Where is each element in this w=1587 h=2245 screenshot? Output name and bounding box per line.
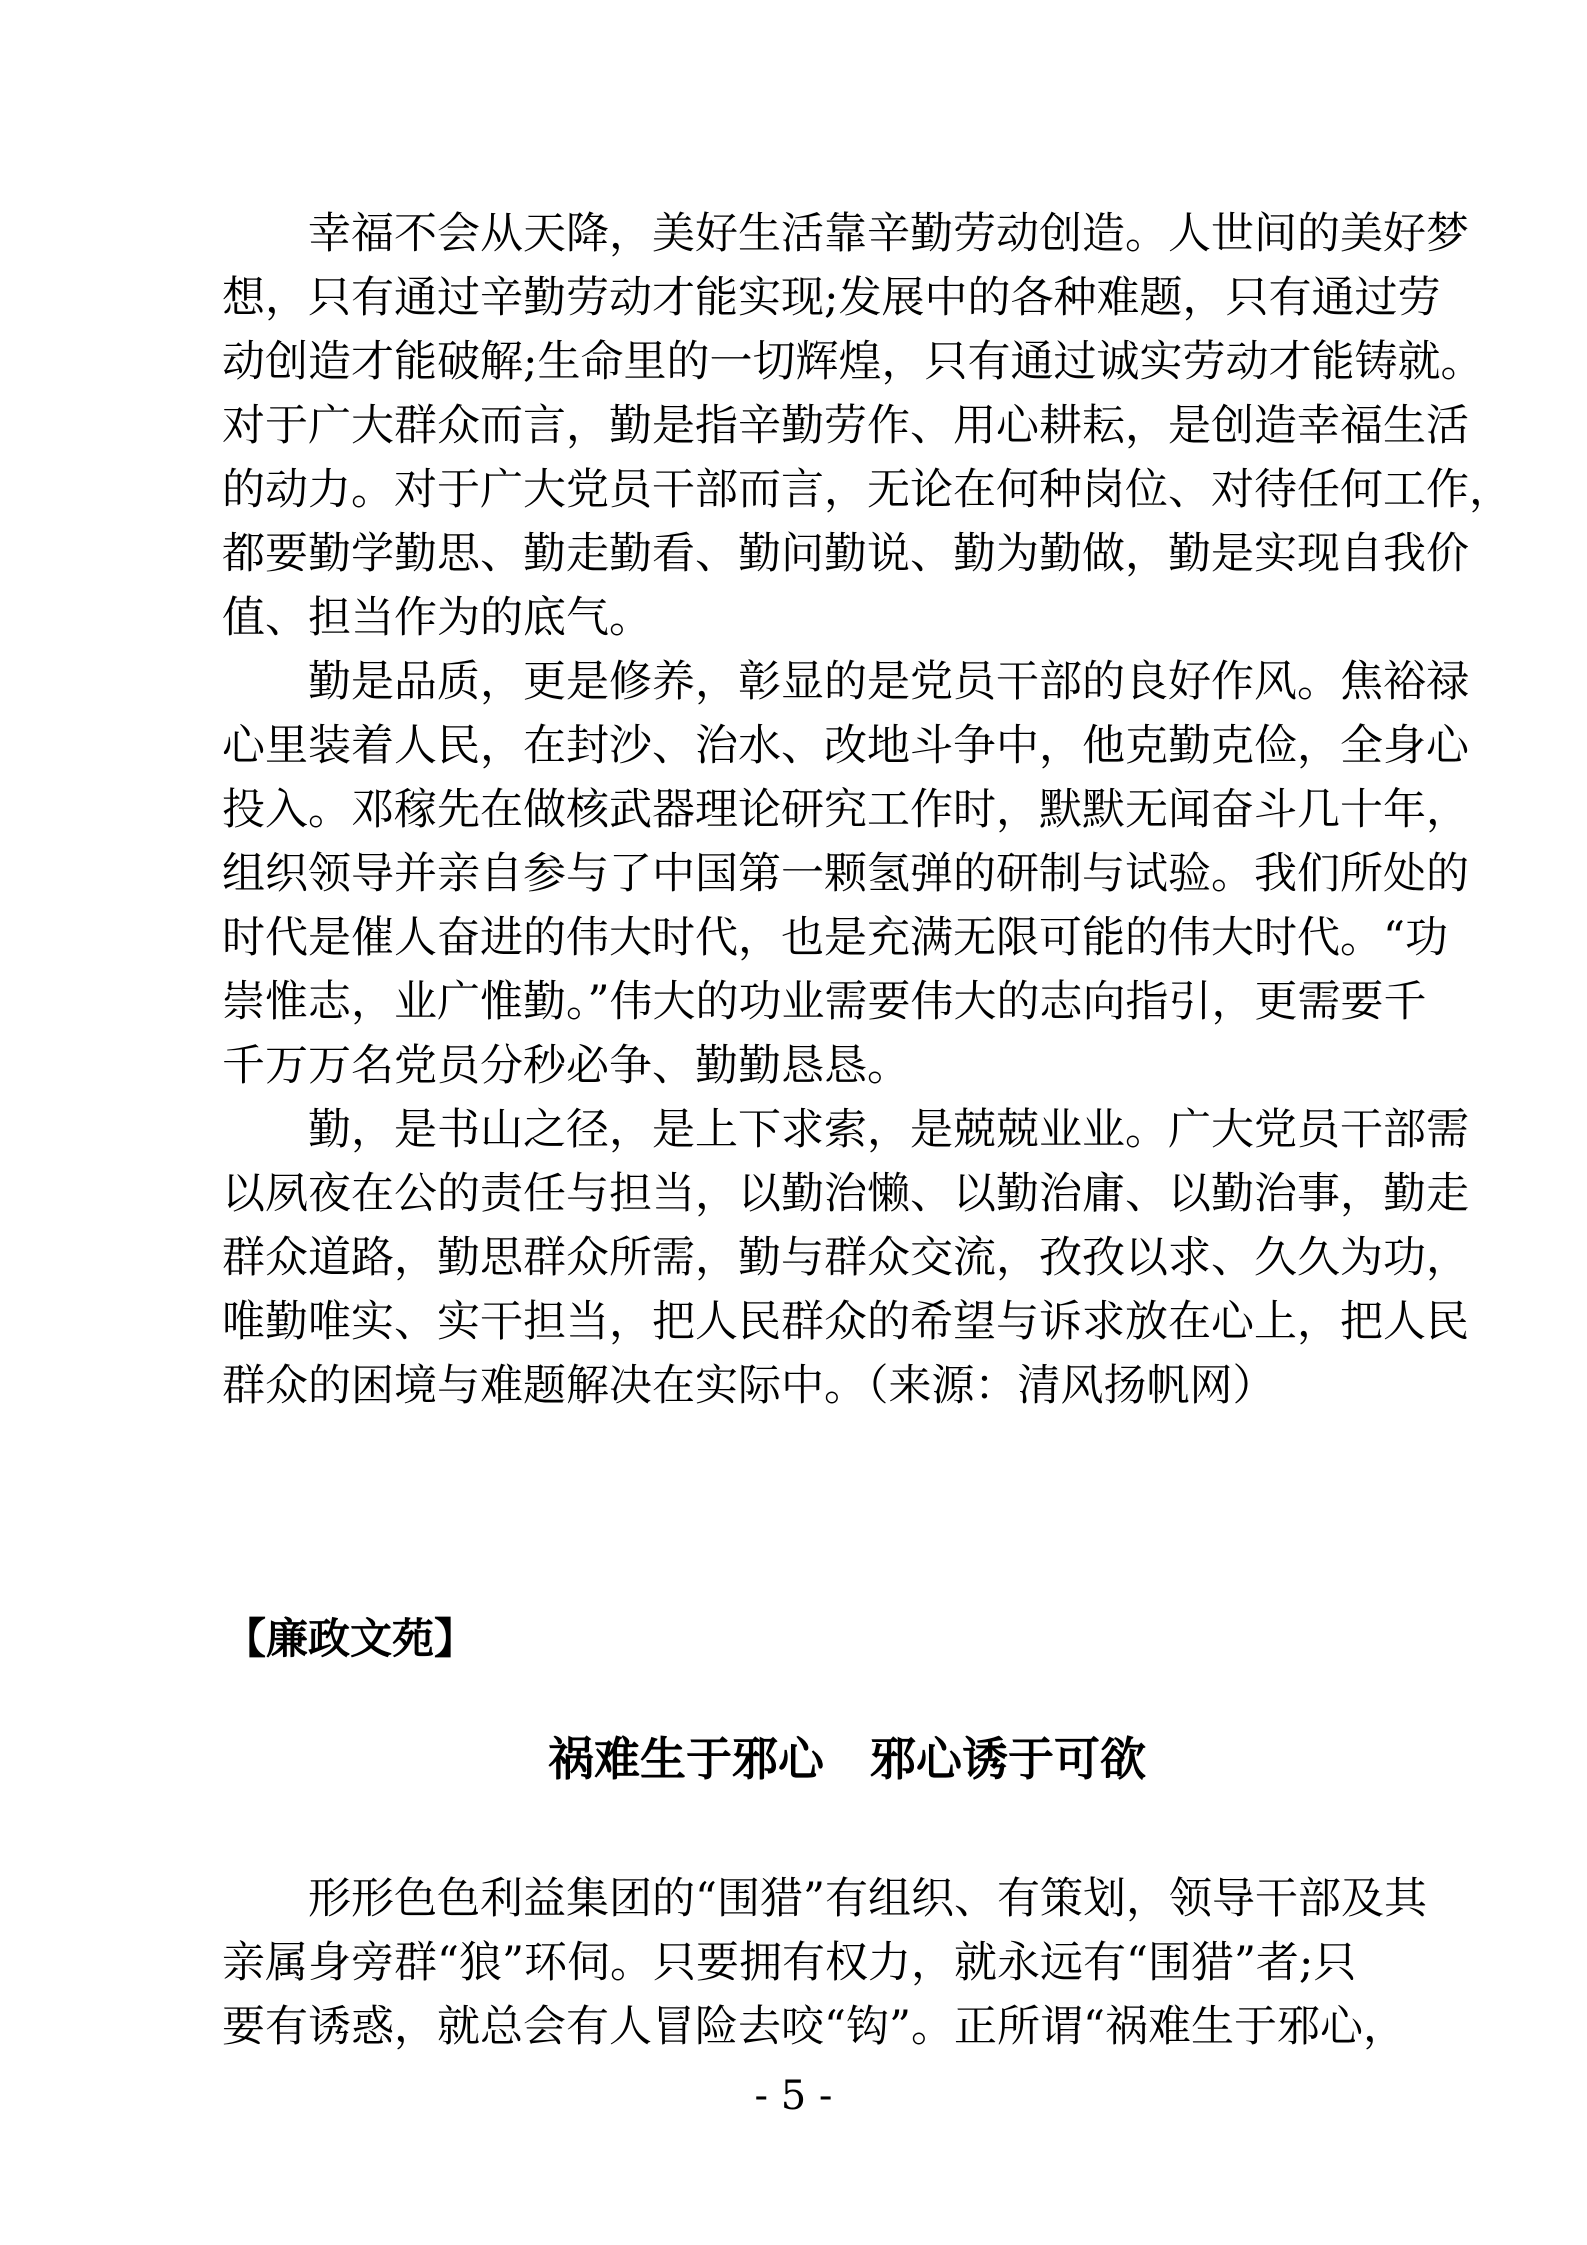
paragraph [222,1098,1469,1418]
text-line: 投入。邓稼先在做核武器理论研究工作时，默默无闻奋斗几十年， [222,785,1469,835]
text-line: 要有诱惑，就总会有人冒险去咬“钩”。正所谓“祸难生于邪心， [222,2002,1406,2052]
text-line: 唯勤唯实、实干担当，把人民群众的希望与诉求放在心上，把人民 [222,1297,1469,1347]
text-line: 崇惟志，业广惟勤。”伟大的功业需要伟大的志向指引，更需要千 [222,977,1427,1027]
text-line: 亲属身旁群“狼”环伺。只要拥有权力，就永远有“围猎”者;只 [222,1938,1357,1988]
section-header: 【廉政文苑】 [224,1614,477,1663]
text-line: 形形色色利益集团的“围猎”有组织、有策划，领导干部及其 [308,1874,1427,1924]
text-line: 群众道路，勤思群众所需，勤与群众交流，孜孜以求、久久为功， [222,1233,1469,1283]
text-line: 都要勤学勤思、勤走勤看、勤问勤说、勤为勤做，勤是实现自我价 [222,529,1469,579]
text-line: 幸福不会从天降，美好生活靠辛勤劳动创造。人世间的美好梦 [308,209,1469,259]
paragraph [222,650,1469,1098]
paragraph [222,202,1512,650]
text-line: 群众的困境与难题解决在实际中。（来源：清风扬帆网） [222,1361,1276,1411]
paragraph [222,1867,1427,2059]
text-line: 时代是催人奋进的伟大时代，也是充满无限可能的伟大时代。“功 [222,913,1448,963]
article-title: 祸难生于邪心 邪心诱于可欲 [548,1732,1146,1786]
text-line: 组织领导并亲自参与了中国第一颗氢弹的研制与试验。我们所处的 [222,849,1469,899]
page-number: - 5 - [754,2073,833,2119]
text-line: 的动力。对于广大党员干部而言，无论在何种岗位、对待任何工作， [222,465,1512,515]
text-line: 对于广大群众而言，勤是指辛勤劳作、用心耕耘，是创造幸福生活 [222,401,1469,451]
text-line: 心里装着人民，在封沙、治水、改地斗争中，他克勤克俭，全身心 [222,721,1469,771]
text-line: 以夙夜在公的责任与担当，以勤治懒、以勤治庸、以勤治事，勤走 [222,1169,1469,1219]
text-line: 千万万名党员分秒必争、勤勤恳恳。 [222,1041,910,1091]
text-line: 动创造才能破解;生命里的一切辉煌，只有通过诚实劳动才能铸就。 [222,337,1484,387]
text-line: 勤是品质，更是修养，彰显的是党员干部的良好作风。焦裕禄 [308,657,1469,707]
text-line: 值、担当作为的底气。 [222,593,652,643]
text-line: 勤，是书山之径，是上下求索，是兢兢业业。广大党员干部需 [308,1105,1469,1155]
text-line: 想，只有通过辛勤劳动才能实现;发展中的各种难题，只有通过劳 [222,273,1441,323]
